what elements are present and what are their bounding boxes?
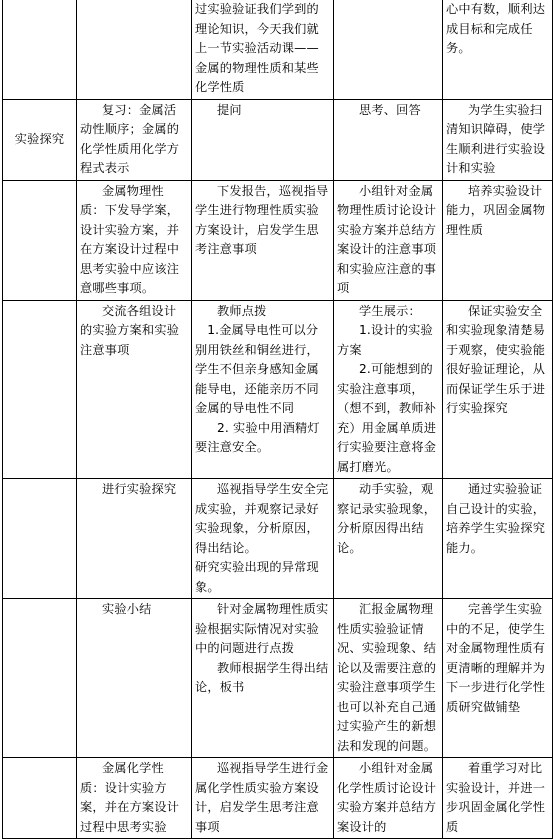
teacher-text: 教师根据学生得出结论，板书 [195, 660, 329, 694]
content-cell: 进行实验探究 [77, 479, 192, 599]
stage-cell: 实验探究 [3, 99, 77, 180]
table-row [3, 300, 553, 479]
student-cell [334, 758, 443, 839]
teacher-cell [192, 180, 334, 300]
lesson-plan-table [2, 0, 553, 839]
stage-cell [3, 300, 77, 479]
student-cell [334, 99, 443, 180]
student-cell [334, 599, 443, 758]
table-row [3, 180, 553, 300]
stage-cell [3, 0, 77, 99]
student-text: 动手实验，观察记录实验现象，分析原因得出结论。 [337, 482, 437, 555]
student-text: 学生展示： [358, 303, 421, 318]
intent-cell: 培养实验设计能力，巩固金属物理性质 [443, 180, 553, 300]
stage-cell [3, 180, 77, 300]
teacher-text: 下发报告，巡视指导学生进行物理性质实验方案设计，启发学生思考注意事项 [195, 183, 329, 256]
content-cell: 金属物理性质：下发导学案，设计实验方案，并在方案设计过程中思考实验中应该注意哪些事项。 [77, 180, 192, 300]
teacher-cell [192, 479, 334, 599]
teacher-text: 1.金属导电性可以分别用铁丝和铜丝进行，学生不但亲身感知金属能导电，还能亲历不同金属的导电性不同 [195, 323, 319, 415]
teacher-cell [192, 0, 334, 99]
content-cell [77, 0, 192, 99]
intent-cell: 保证实验安全和实验现象清楚易于观察，使实验能很好验证理论，从而保证学生乐于进行实验探究 [443, 300, 553, 479]
student-text: 思考、回答 [358, 102, 421, 117]
intent-cell: 着重学习对比实验设计，并进一步巩固金属化学性质 [443, 758, 553, 839]
student-cell [334, 0, 443, 99]
intent-cell: 心中有数，顺利达成目标和完成任务。 [443, 0, 553, 99]
intent-cell: 通过实验验证自己设计的实验，培养学生实验探究能力。 [443, 479, 553, 599]
intent-cell: 完善学生实验中的不足，使学生对金属物理性质有更清晰的理解并为下一步进行化学性质研究做铺垫 [443, 599, 553, 758]
table-row [3, 479, 553, 599]
teacher-cell [192, 758, 334, 839]
student-text: 汇报金属物理性质实验验证情况、实验现象、结论以及需要注意的实验注意事项学生也可以补充自己通过实验产生的新想法和发现的问题。 [337, 602, 437, 753]
table-row [3, 99, 553, 180]
stage-cell [3, 599, 77, 758]
teacher-text: 研究实验出现的异常现象。 [195, 560, 319, 594]
teacher-text: 2. 实验中用酒精灯要注意安全。 [195, 420, 320, 454]
teacher-text: 提问 [216, 102, 242, 117]
student-cell [334, 180, 443, 300]
table-row [3, 758, 553, 839]
teacher-cell [192, 300, 334, 479]
teacher-text: 巡视指导学生进行金属化学性质实验方案设计，启发学生思考注意事项 [195, 761, 329, 834]
stage-cell [3, 479, 77, 599]
student-text: 小组针对金属物理性质讨论设计实验方案并总结方案设计的注意事项和实验应注意的事项 [337, 183, 437, 295]
table-row [3, 0, 553, 99]
teacher-cell [192, 99, 334, 180]
teacher-cell [192, 599, 334, 758]
content-cell: 金属化学性质：设计实验方案，并在方案设计过程中思考实验 [77, 758, 192, 839]
student-text: 小组针对金属化学性质讨论设计实验方案并总结方案设计的 [337, 761, 437, 834]
teacher-text: 巡视指导学生安全完成实验，并观察记录好实验现象，分析原因，得出结论。 [195, 482, 329, 555]
table-row [3, 599, 553, 758]
student-text: 1.设计的实验方案 [337, 323, 433, 357]
content-cell: 交流各组设计的实验方案和实验注意事项 [77, 300, 192, 479]
intent-cell: 为学生实验扫清知识障碍，使学生顺利进行实验设计和实验 [443, 99, 553, 180]
content-cell: 复习：金属活动性顺序；金属的化学性质用化学方程式表示 [77, 99, 192, 180]
content-cell: 实验小结 [77, 599, 192, 758]
teacher-text: 教师点拨 [216, 303, 267, 318]
teacher-text: 针对金属物理性质实验根据实际情况对实验中的问题进行点拨 [195, 602, 329, 655]
student-text: 2.可能想到的实验注意事项，（想不到，教师补充）用金属单质进行实验要注意将金属打磨光。 [337, 362, 437, 474]
student-cell [334, 300, 443, 479]
teacher-text: 过实验验证我们学到的理论知识，今天我们就上一节实验活动课——金属的物理性质和某些化学性质 [195, 2, 319, 94]
stage-cell [3, 758, 77, 839]
student-cell [334, 479, 443, 599]
